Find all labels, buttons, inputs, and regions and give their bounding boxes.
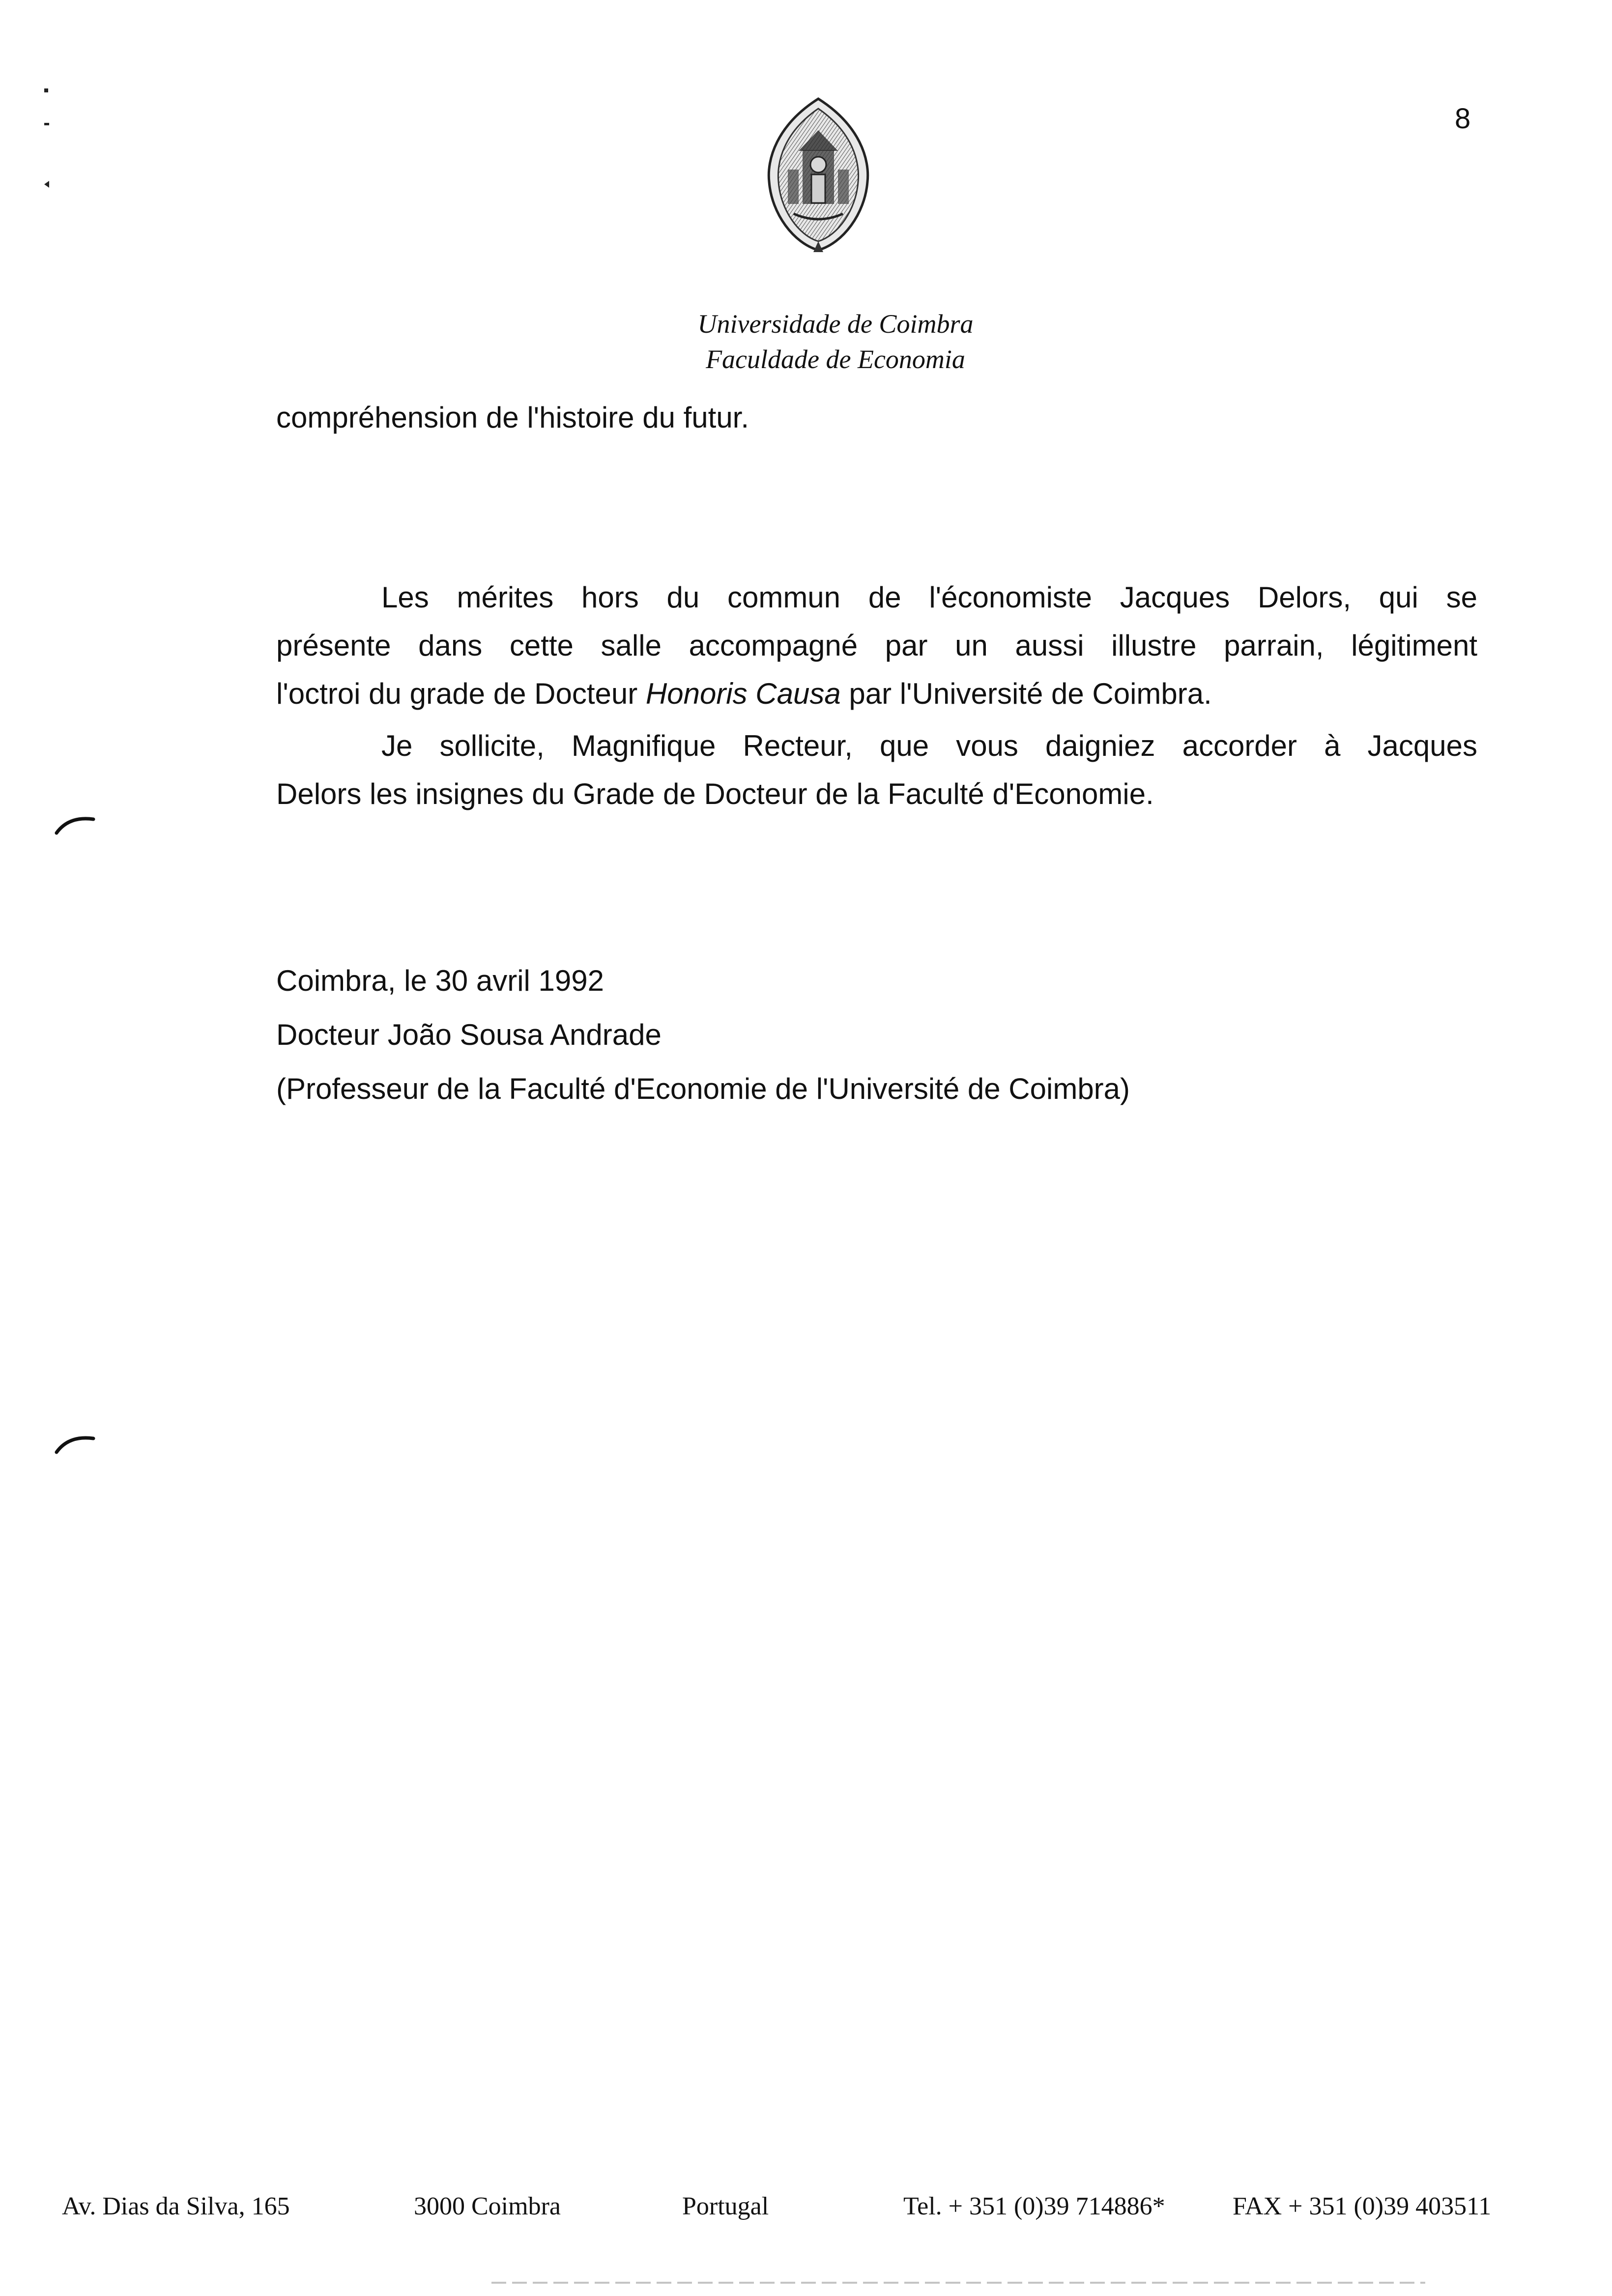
letterhead-university: Universidade de Coimbra (697, 309, 974, 339)
footer-fax: FAX + 351 (0)39 403511 (1233, 2192, 1492, 2220)
continuation-text: compréhension de l'histoire du futur. (276, 401, 749, 434)
footer-city: 3000 Coimbra (414, 2192, 561, 2220)
bottom-edge-artifact (491, 2282, 1425, 2284)
signatory-name: Docteur João Sousa Andrade (276, 1018, 662, 1051)
paragraph-1-line-3 (276, 676, 1212, 712)
signatory-title: (Professeur de la Faculté d'Economie de l'Université de Coimbra) (276, 1072, 1130, 1105)
place-date: Coimbra, le 30 avril 1992 (276, 964, 604, 997)
footer-telephone: Tel. + 351 (0)39 714886* (903, 2192, 1165, 2220)
honoris-causa-text: Honoris Causa (645, 677, 841, 710)
paragraph-2-line-2: Delors les insignes du Grade de Docteur de la Faculté d'Economie. (276, 777, 1154, 810)
footer-address: Av. Dias da Silva, 165 (62, 2192, 290, 2220)
paragraph-1-line-3-start: l'octroi du grade de Docteur (276, 677, 646, 710)
letterhead-faculty: Faculdade de Economia (706, 344, 965, 374)
margin-marks-top (39, 84, 59, 197)
paragraph-2-line-1: Je sollicite, Magnifique Recteur, que vous daigniez accorder à Jacques (381, 729, 1477, 762)
footer-country: Portugal (682, 2192, 769, 2220)
hole-punch-mark-icon (54, 808, 98, 838)
paragraph-1-line-2: présente dans cette salle accompagné par un aussi illustre parrain, légitiment (276, 629, 1477, 662)
paragraph-1-line-3-end: par l'Université de Coimbra. (840, 677, 1212, 710)
university-seal-icon (764, 96, 872, 253)
page-number: 8 (1455, 103, 1471, 135)
paragraph-1-line-1: Les mérites hors du commun de l'économiste Jacques Delors, qui se (381, 581, 1477, 614)
hole-punch-mark-icon (54, 1428, 98, 1457)
